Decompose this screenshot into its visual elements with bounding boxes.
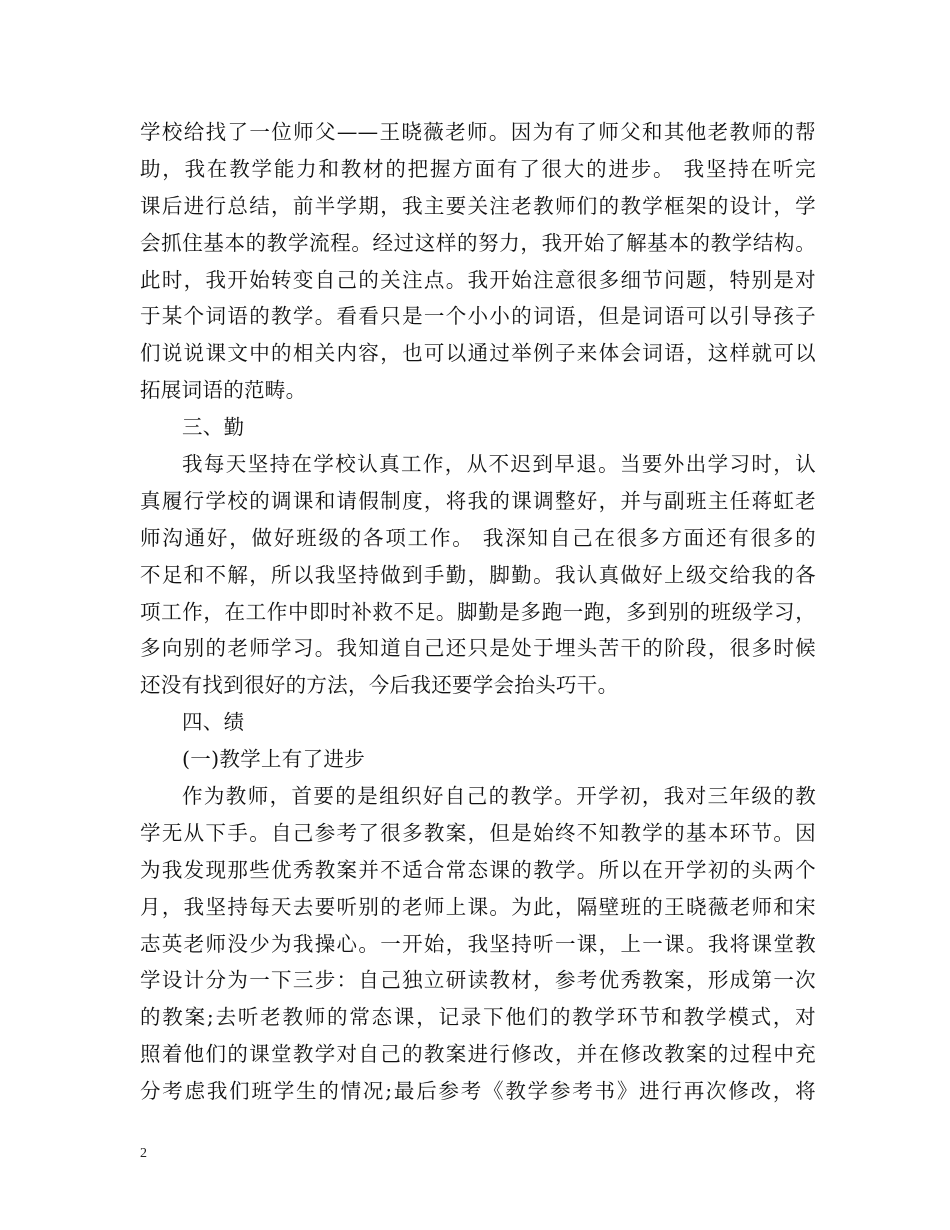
text-line: 还没有找到很好的方法，今后我还要学会抬头巧干。 — [140, 673, 619, 698]
text-line: 分考虑我们班学生的情况;最后参考《教学参考书》进行再次修改，将 — [140, 1079, 816, 1104]
text-line: 我每天坚持在学校认真工作，从不迟到早退。当要外出学习时，认 — [182, 452, 816, 477]
text-line: 的教案;去听老教师的常态课，记录下他们的教学环节和教学模式，对 — [140, 1005, 816, 1030]
text-line: 作为教师，首要的是组织好自己的教学。开学初，我对三年级的教 — [182, 784, 816, 809]
section-heading: 四、绩 — [182, 710, 245, 735]
text-line: 师沟通好，做好班级的各项工作。 我深知自己在很多方面还有很多的 — [140, 525, 816, 550]
text-line: 月，我坚持每天去要听别的老师上课。为此，隔壁班的王晓薇老师和宋 — [140, 894, 816, 919]
text-line: 课后进行总结，前半学期，我主要关注老教师们的教学框架的设计，学 — [140, 193, 816, 218]
text-line: 学设计分为一下三步：自己独立研读教材，参考优秀教案，形成第一次 — [140, 968, 816, 993]
text-line: 真履行学校的调课和请假制度，将我的课调整好，并与副班主任蒋虹老 — [140, 488, 816, 513]
section-heading: 三、勤 — [182, 415, 245, 440]
text-line: 学无从下手。自己参考了很多教案，但是始终不知教学的基本环节。因 — [140, 820, 816, 845]
text-line: 拓展词语的范畴。 — [140, 378, 307, 403]
text-line: 学校给找了一位师父——王晓薇老师。因为有了师父和其他老教师的帮 — [140, 120, 816, 144]
text-line: 于某个词语的教学。看看只是一个小小的词语，但是词语可以引导孩子 — [140, 304, 816, 329]
text-line: 多向别的老师学习。我知道自己还只是处于埋头苦干的阶段，很多时候 — [140, 636, 816, 661]
text-line: 此时，我开始转变自己的关注点。我开始注意很多细节问题，特别是对 — [140, 267, 816, 292]
text-line: 志英老师没少为我操心。一开始，我坚持听一课，上一课。我将课堂教 — [140, 931, 816, 956]
document-body — [140, 114, 816, 1110]
page-number: 2 — [140, 1146, 147, 1161]
text-line: 不足和不解，所以我坚持做到手勤，脚勤。我认真做好上级交给我的各 — [140, 562, 816, 587]
text-line: 助，我在教学能力和教材的把握方面有了很大的进步。 我坚持在听完 — [140, 156, 816, 181]
text-line: 照着他们的课堂教学对自己的教案进行修改，并在修改教案的过程中充 — [140, 1042, 816, 1067]
text-line: 为我发现那些优秀教案并不适合常态课的教学。所以在开学初的头两个 — [140, 857, 816, 882]
subsection-heading: (一)教学上有了进步 — [182, 747, 365, 772]
text-line: 项工作，在工作中即时补救不足。脚勤是多跑一跑，多到别的班级学习， — [140, 599, 816, 624]
text-line: 会抓住基本的教学流程。经过这样的努力，我开始了解基本的教学结构。 — [140, 230, 816, 255]
text-line: 们说说课文中的相关内容，也可以通过举例子来体会词语，这样就可以 — [140, 341, 816, 366]
